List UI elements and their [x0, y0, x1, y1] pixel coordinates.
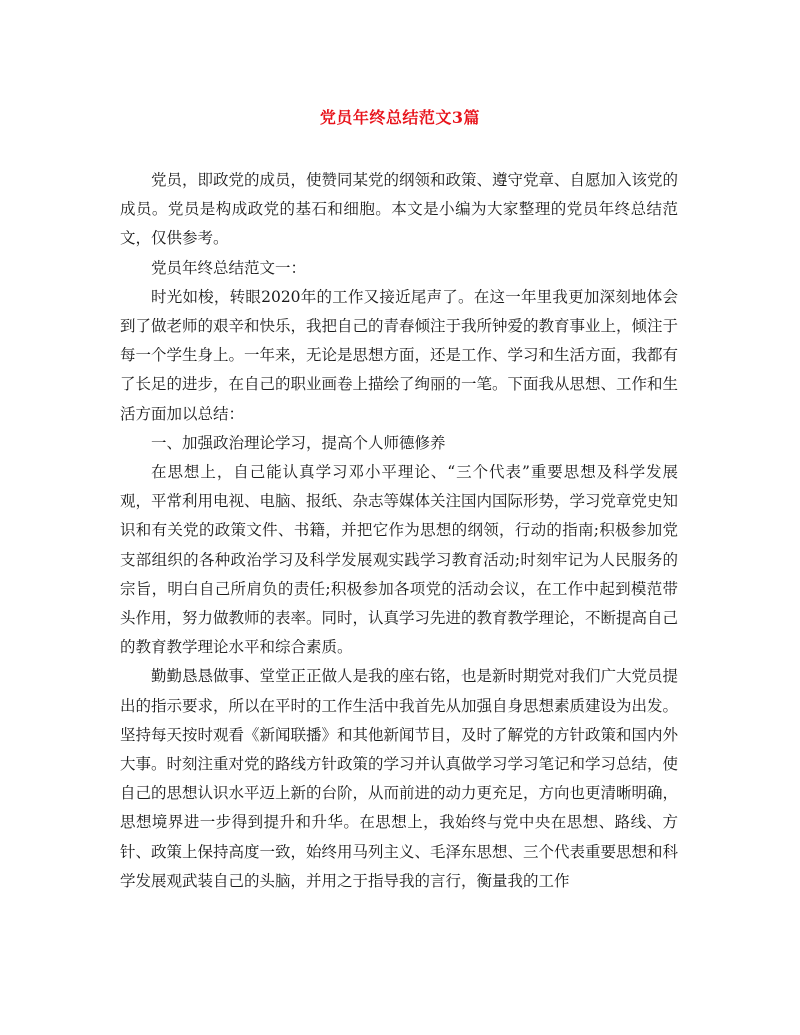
document-title: 党员年终总结范文3篇: [319, 108, 481, 127]
intro-paragraph: 党员，即政党的成员，使赞同某党的纲领和政策、遵守党章、自愿加入该党的成员。党员是构成政党的基石和细胞。本文是小编为大家整理的党员年终总结范文，仅供参考。: [120, 171, 679, 248]
body-paragraph: 在思想上，自己能认真学习邓小平理论、“三个代表”重要思想及科学发展观，平常利用电视、电脑、报纸、杂志等媒体关注国内国际形势，学习党章党史知识和有关党的政策文件、书籍，并把它作为思想的纲领，行动的指南;积极参加党支部组织的各种政治学习及科学发展观实践学习教育活动;时刻牢记为人民服务的宗旨，明白自己所肩负的责任;积极参加各项党的活动会议，在工作中起到模范带头作用，努力做教师的表率。同时，认真学习先进的教育教学理论，不断提高自己的教育教学理论水平和综合素质。: [120, 463, 679, 657]
section-heading-one: 党员年终总结范文一：: [151, 258, 307, 277]
subsection-heading: 一、加强政治理论学习，提高个人师德修养: [151, 433, 446, 452]
document-body: [120, 166, 678, 896]
body-paragraph: 勤勤恳恳做事、堂堂正正做人是我的座右铭，也是新时期党对我们广大党员提出的指示要求，所以在平时的工作生活中我首先从加强自身思想素质建设为出发。坚持每天按时观看《新闻联播》和其他新闻节目，及时了解党的方针政策和国内外大事。时刻注重对党的路线方针政策的学习并认真做学习学习笔记和学习总结，使自己的思想认识水平迈上新的台阶，从而前进的动力更充足，方向也更清晰明确，思想境界进一步得到提升和升华。在思想上，我始终与党中央在思想、路线、方针、政策上保持高度一致，始终用马列主义、毛泽东思想、三个代表重要思想和科学发展观武装自己的头脑，并用之于指导我的言行，衡量我的工作: [120, 667, 679, 890]
body-paragraph: 时光如梭，转眼2020年的工作又接近尾声了。在这一年里我更加深刻地体会到了做老师的艰辛和快乐，我把自己的青春倾注于我所钟爱的教育事业上，倾注于每一个学生身上。一年来，无论是思想方面，还是工作、学习和生活方面，我都有了长足的进步，在自己的职业画卷上描绘了绚丽的一笔。下面我从思想、工作和生活方面加以总结：: [120, 287, 679, 423]
